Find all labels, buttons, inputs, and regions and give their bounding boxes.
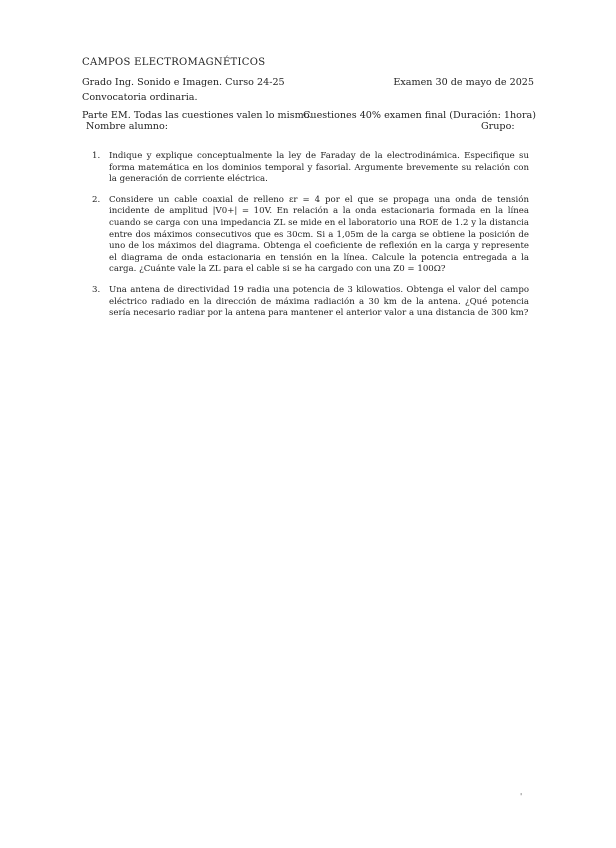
question-number: 2. [92,194,101,205]
question-item [92,284,529,320]
degree-line: Grado Ing. Sonido e Imagen. Curso 24-25 [82,77,285,88]
question-text: Una antena de directividad 19 radia una potencia de 3 kilowatios. Obtenga el valor del campo eléctrico radiado en la dirección de máxima radiación a 30 km de la antena. ¿Qué potencia sería necesario radiar por la antena para mantener el anterior valor a una distancia de 300 km? [109,284,529,319]
question-text: Considere un cable coaxial de relleno εr = 4 por el que se propaga una onda de tensión incidente de amplitud |V0+| = 10V. En relación a la onda estacionaria formada en la línea cuando se carga con una impedancia ZL se mide en el laboratorio una ROE de 1.2 y la distancia entre dos máximos consecutivos que es 30cm. Si a 1,05m de la carga se obtiene la posición de uno de los máximos del diagrama. Obtenga el coeficiente de reflexión en la carga y represente el diagrama de onda estacionaria en tensión en la línea. Calcule la potencia entregada a la carga. ¿Cuánte vale la ZL para el cable si se ha cargado con una Z0 = 100Ω? [109,194,529,275]
question-number: 3. [92,284,101,295]
student-name-label: Nombre alumno: [86,121,168,132]
question-number: 1. [92,151,101,161]
exam-date: Examen 30 de mayo de 2025 [393,77,534,88]
question-item [92,194,529,276]
part-line: Parte EM. Todas las cuestiones valen lo mismo. [82,110,313,121]
exam-call: Convocatoria ordinaria. [82,92,198,103]
question-item [92,151,529,186]
weight-line: Cuestiones 40% examen final (Duración: 1hora) [303,110,536,121]
question-list [92,151,529,329]
group-label: Grupo: [481,121,515,132]
course-title: CAMPOS ELECTROMAGNÉTICOS [82,57,266,68]
question-text: Indique y explique conceptualmente la ley de Faraday de la electrodinámica. Especifique su forma matemática en los dominios temporal y fasorial. Argumente brevemente su relación con la generación de corriente eléctrica. [109,151,529,185]
stray-mark: ' [520,792,523,801]
